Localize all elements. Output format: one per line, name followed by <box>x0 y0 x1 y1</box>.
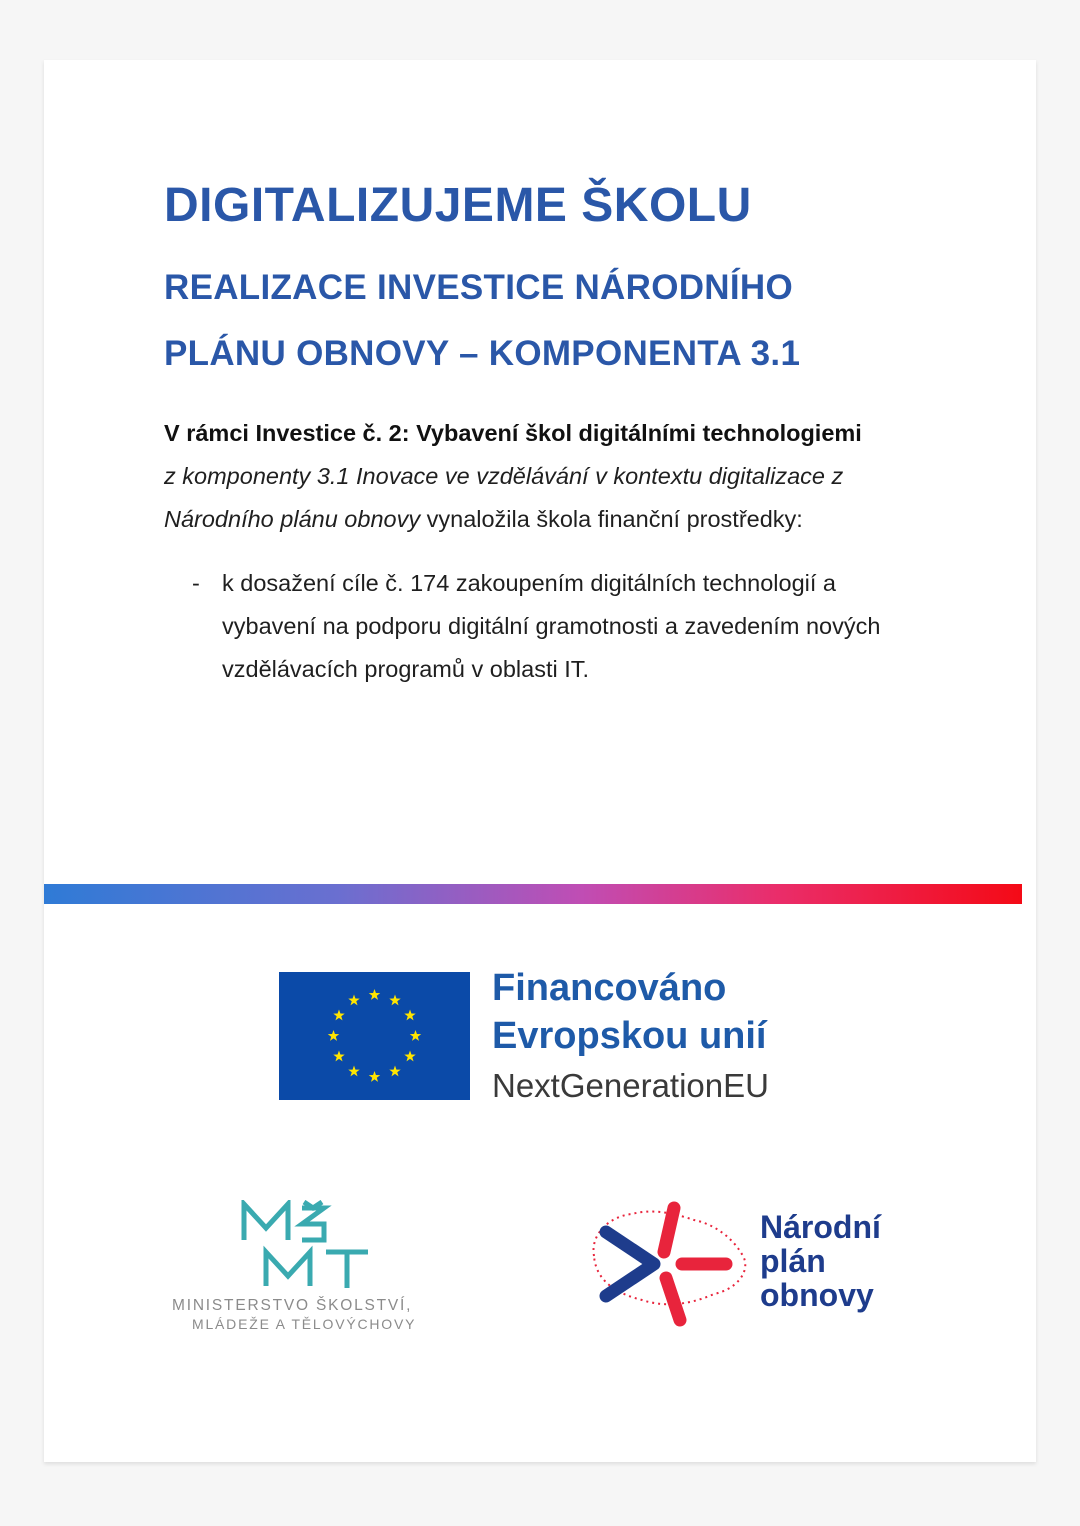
bullet-marker: - <box>192 570 200 596</box>
subtitle-line-2: PLÁNU OBNOVY – KOMPONENTA 3.1 <box>164 334 801 373</box>
eu-line-2: Evropskou unií <box>492 1015 767 1057</box>
msmt-line-1: MINISTERSTVO ŠKOLSTVÍ, <box>172 1297 413 1314</box>
eu-funding-label <box>492 964 769 1112</box>
eu-line-1: Financováno <box>492 967 727 1009</box>
intro-bold-text: V rámci Investice č. 2: Vybavení škol digitálními technologiemi <box>164 420 862 446</box>
npo-line-2: plán <box>760 1243 826 1279</box>
intro-rest-text: vynaložila škola finanční prostředky: <box>420 506 803 532</box>
page-title: DIGITALIZUJEME ŠKOLU <box>164 179 752 232</box>
eu-line-3: NextGenerationEU <box>492 1067 769 1104</box>
msmt-line-2: MLÁDEŽE A TĚLOVÝCHOVY <box>192 1316 417 1332</box>
intro-italic-text: z komponenty 3.1 Inovace ve vzdělávání v kontextu digitalizace z Národního plánu obnovy <box>164 463 844 532</box>
intro-paragraph <box>164 412 944 541</box>
document-page <box>44 60 1036 1462</box>
eu-flag-icon <box>279 972 470 1100</box>
msmt-logo-icon <box>240 1200 376 1296</box>
npo-name <box>760 1210 881 1312</box>
msmt-name <box>172 1297 572 1333</box>
npo-line-3: obnovy <box>760 1277 874 1313</box>
gradient-divider <box>44 884 1022 904</box>
bullet-text: k dosažení cíle č. 174 zakoupením digitálních technologií a vybavení na podporu digitální gramotnosti a zavedením nových vzdělávacích programů v oblasti IT. <box>222 570 881 682</box>
npo-line-1: Národní <box>760 1209 881 1245</box>
npo-logo-icon <box>584 1194 754 1334</box>
subtitle-line-1: REALIZACE INVESTICE NÁRODNÍHO <box>164 268 794 307</box>
